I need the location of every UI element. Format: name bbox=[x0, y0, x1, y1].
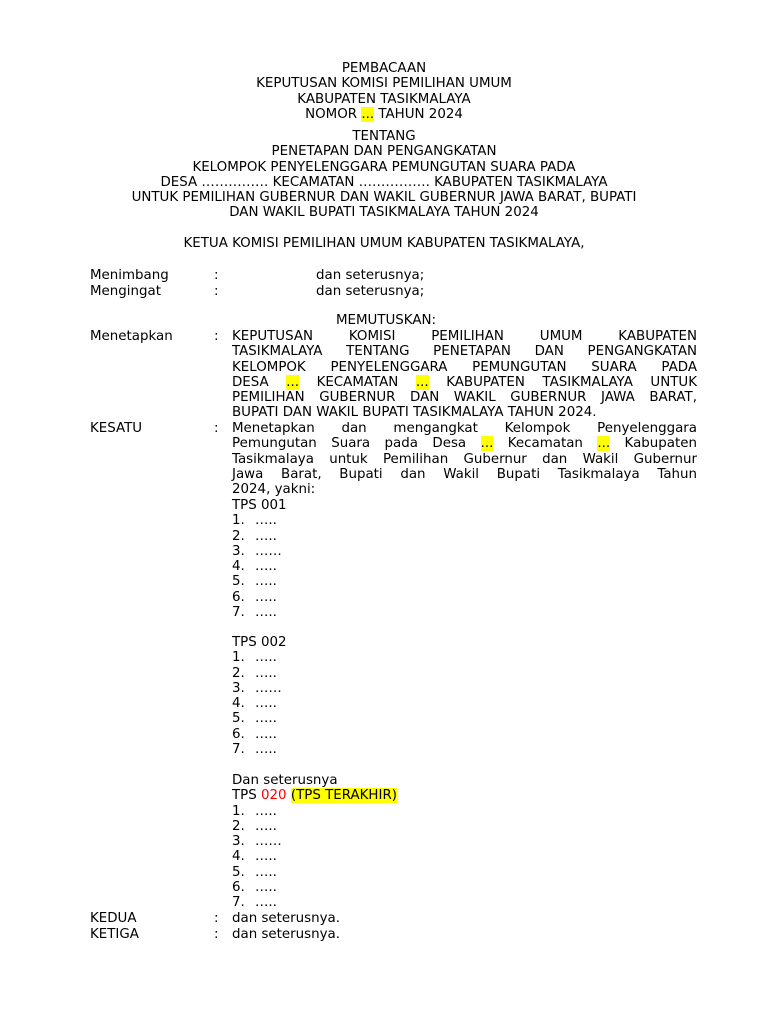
colon: : bbox=[214, 329, 219, 344]
item-number: 5. bbox=[232, 711, 245, 727]
item-value: …… bbox=[255, 543, 282, 559]
item-value: ….. bbox=[255, 650, 277, 666]
menimbang-text: dan seterusnya; bbox=[316, 268, 425, 283]
item-number: 1. bbox=[232, 650, 245, 666]
kedua-row bbox=[90, 911, 710, 927]
text-segment: Kabupaten bbox=[610, 436, 697, 452]
item-number: 6. bbox=[232, 880, 245, 896]
tentang-line: DESA …………… KECAMATAN ……………. KABUPATEN TASIKMALAYA bbox=[160, 174, 608, 190]
tps-number: 020 bbox=[261, 788, 287, 804]
menetapkan-line: PEMILIHAN GUBERNUR DAN WAKIL GUBERNUR JAWA BARAT, bbox=[232, 390, 697, 406]
item-number: 5. bbox=[232, 864, 245, 880]
tps-title: TPS 001 bbox=[232, 498, 287, 513]
item-number: 7. bbox=[232, 605, 245, 621]
item-number: 3. bbox=[232, 543, 245, 559]
item-value: ….. bbox=[255, 605, 277, 621]
list-item bbox=[232, 742, 287, 757]
ketiga-row bbox=[90, 927, 710, 943]
item-value: ….. bbox=[255, 574, 277, 590]
list-item bbox=[232, 544, 287, 559]
colon: : bbox=[214, 284, 219, 299]
tps-title bbox=[232, 788, 397, 803]
kedua-label: KEDUA bbox=[90, 911, 137, 926]
list-item bbox=[232, 895, 397, 910]
item-number: 7. bbox=[232, 895, 245, 911]
memutuskan-heading: MEMUTUSKAN: bbox=[335, 313, 437, 328]
text-segment: KABUPATEN TASIKMALAYA UNTUK bbox=[428, 374, 697, 390]
list-item bbox=[232, 529, 287, 544]
ketua-heading: KETUA KOMISI PEMILIHAN UMUM KABUPATEN TASIKMALAYA, bbox=[183, 236, 585, 251]
header-line: KEPUTUSAN KOMISI PEMILIHAN UMUM bbox=[256, 76, 512, 92]
list-item bbox=[232, 650, 287, 665]
mengingat-row bbox=[90, 284, 710, 300]
list-item bbox=[232, 513, 287, 528]
item-number: 2. bbox=[232, 818, 245, 834]
list-item bbox=[232, 559, 287, 574]
item-value: ….. bbox=[255, 864, 277, 880]
header-line: KABUPATEN TASIKMALAYA bbox=[297, 91, 471, 107]
nomor-placeholder: ... bbox=[361, 106, 375, 122]
item-value: …… bbox=[255, 680, 282, 696]
kesatu-line: Menetapkan dan mengangkat Kelompok Penyelenggara bbox=[232, 421, 697, 436]
kesatu-line: Tasikmalaya untuk Pemilihan Gubernur dan Wakil Gubernur bbox=[232, 451, 697, 467]
menetapkan-label: Menetapkan bbox=[90, 329, 173, 344]
tentang-block bbox=[0, 129, 768, 221]
item-value: …… bbox=[255, 834, 282, 850]
kesatu-line: Jawa Barat, Bupati dan Wakil Bupati Tasikmalaya Tahun bbox=[232, 466, 697, 482]
item-number: 3. bbox=[232, 834, 245, 850]
item-number: 1. bbox=[232, 513, 245, 529]
mengingat-label: Mengingat bbox=[90, 284, 161, 299]
item-number: 3. bbox=[232, 680, 245, 696]
menetapkan-line: KEPUTUSAN KOMISI PEMILIHAN UMUM KABUPATEN bbox=[232, 329, 697, 344]
colon: : bbox=[214, 268, 219, 283]
menetapkan-line: TASIKMALAYA TENTANG PENETAPAN DAN PENGANGKATAN bbox=[232, 344, 697, 360]
colon: : bbox=[214, 927, 219, 942]
list-item bbox=[232, 849, 397, 864]
item-value: ….. bbox=[255, 895, 277, 911]
menimbang-row bbox=[90, 268, 710, 284]
item-value: ….. bbox=[255, 818, 277, 834]
header-line: PEMBACAAN bbox=[341, 61, 427, 76]
item-number: 2. bbox=[232, 528, 245, 544]
document-header bbox=[0, 61, 768, 122]
kesatu-line: 2024, yakni: bbox=[232, 482, 316, 498]
tps-title: TPS 002 bbox=[232, 635, 287, 650]
mengingat-text: dan seterusnya; bbox=[316, 284, 425, 299]
item-value: ….. bbox=[255, 559, 277, 575]
menetapkan-text bbox=[232, 329, 697, 421]
desa-placeholder: ... bbox=[286, 374, 300, 390]
ketiga-text: dan seterusnya. bbox=[232, 927, 340, 942]
tentang-line: PENETAPAN DAN PENGANGKATAN bbox=[271, 144, 497, 160]
list-item bbox=[232, 574, 287, 589]
item-value: ….. bbox=[255, 803, 277, 819]
menetapkan-line bbox=[232, 375, 697, 390]
ketiga-label: KETIGA bbox=[90, 927, 139, 942]
menetapkan-line: KELOMPOK PENYELENGGARA PEMUNGUTAN SUARA PADA bbox=[232, 359, 697, 375]
item-value: ….. bbox=[255, 711, 277, 727]
kedua-text: dan seterusnya. bbox=[232, 911, 340, 926]
item-number: 7. bbox=[232, 742, 245, 758]
list-item bbox=[232, 865, 397, 880]
item-number: 6. bbox=[232, 589, 245, 605]
text-segment: Pemungutan Suara pada Desa bbox=[232, 436, 481, 452]
colon: : bbox=[214, 421, 219, 436]
list-item bbox=[232, 605, 287, 620]
tentang-line: DAN WAKIL BUPATI TASIKMALAYA TAHUN 2024 bbox=[229, 205, 539, 221]
tps-prefix: TPS bbox=[232, 788, 262, 804]
item-value: ….. bbox=[255, 742, 277, 758]
list-item bbox=[232, 681, 287, 696]
list-item bbox=[232, 819, 397, 834]
kecamatan-placeholder: ... bbox=[415, 374, 429, 390]
tps-002-list bbox=[232, 635, 287, 757]
list-item bbox=[232, 666, 287, 681]
text-segment: DESA bbox=[232, 374, 287, 390]
kesatu-line bbox=[232, 436, 697, 451]
item-number: 4. bbox=[232, 559, 245, 575]
kecamatan-placeholder: ... bbox=[597, 436, 611, 452]
item-value: ….. bbox=[255, 665, 277, 681]
list-item bbox=[232, 696, 287, 711]
list-item bbox=[232, 590, 287, 605]
kesatu-text bbox=[232, 421, 697, 497]
item-value: ….. bbox=[255, 528, 277, 544]
item-number: 4. bbox=[232, 696, 245, 712]
text-segment: Kecamatan bbox=[493, 436, 598, 452]
item-value: ….. bbox=[255, 880, 277, 896]
tps-terakhir-note: (TPS TERAKHIR) bbox=[290, 788, 397, 804]
desa-placeholder: ... bbox=[480, 436, 494, 452]
colon: : bbox=[214, 911, 219, 926]
list-item bbox=[232, 880, 397, 895]
list-item bbox=[232, 834, 397, 849]
text-segment: KECAMATAN bbox=[299, 374, 416, 390]
item-value: ….. bbox=[255, 726, 277, 742]
tps-001-list bbox=[232, 498, 287, 620]
tentang-line: TENTANG bbox=[352, 129, 416, 144]
item-value: ….. bbox=[255, 513, 277, 529]
item-number: 1. bbox=[232, 803, 245, 819]
item-value: ….. bbox=[255, 696, 277, 712]
menetapkan-line: BUPATI DAN WAKIL BUPATI TASIKMALAYA TAHUN 2024. bbox=[232, 405, 597, 421]
list-item bbox=[232, 727, 287, 742]
kesatu-label: KESATU bbox=[90, 421, 143, 436]
item-number: 2. bbox=[232, 665, 245, 681]
nomor-suffix: TAHUN 2024 bbox=[374, 106, 463, 122]
item-value: ….. bbox=[255, 589, 277, 605]
tentang-line: UNTUK PEMILIHAN GUBERNUR DAN WAKIL GUBERNUR JAWA BARAT, BUPATI bbox=[131, 190, 637, 206]
nomor-prefix: NOMOR bbox=[305, 106, 362, 122]
list-item bbox=[232, 804, 397, 819]
menimbang-label: Menimbang bbox=[90, 268, 169, 283]
tentang-line: KELOMPOK PENYELENGGARA PEMUNGUTAN SUARA PADA bbox=[192, 159, 576, 175]
list-item bbox=[232, 711, 287, 726]
dan-seterusnya-text: Dan seterusnya bbox=[232, 773, 338, 788]
item-number: 4. bbox=[232, 849, 245, 865]
item-number: 6. bbox=[232, 726, 245, 742]
tps-last-list bbox=[232, 773, 397, 911]
header-nomor bbox=[0, 107, 768, 122]
item-value: ….. bbox=[255, 849, 277, 865]
item-number: 5. bbox=[232, 574, 245, 590]
